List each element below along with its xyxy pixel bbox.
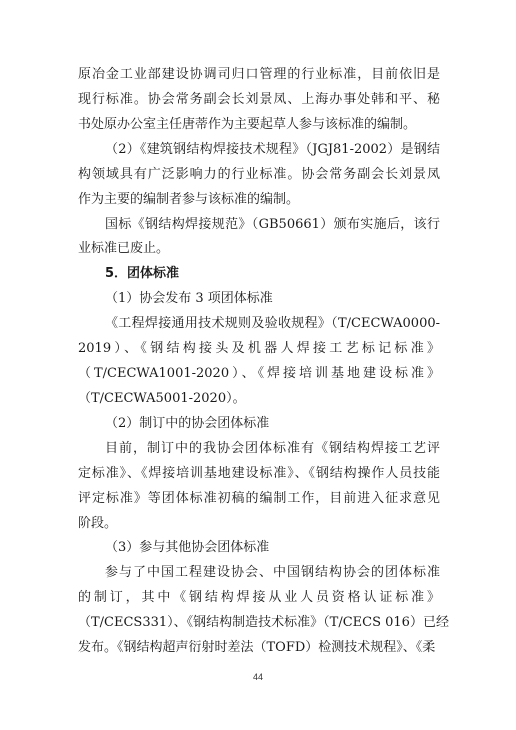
text-line: 作为主要的编制者参与该标准的编制。: [78, 191, 300, 207]
text-line: 参与了中国工程建设协会、中国钢结构协会的团体标准: [105, 565, 440, 581]
text-line: （T/CECWA1001-2020）、《焊接培训基地建设标准》: [78, 366, 440, 381]
text-line: 业标准已废止。: [78, 241, 170, 257]
text-line: 构领域具有广泛影响力的行业标准。协会常务副会长刘景凤: [78, 166, 440, 182]
text-line: （T/CECS331）、《钢结构制造技术标准》（T/CECS 016）已经: [78, 615, 449, 631]
text-line: 原冶金工业部建设协调司归口管理的行业标准，目前依旧是: [78, 67, 440, 82]
text-line: 现行标准。协会常务副会长刘景凤、上海办事处韩和平、秘: [78, 91, 440, 107]
subsection-heading: （2）制订中的协会团体标准: [105, 415, 270, 431]
text-line: （T/CECWA5001-2020）。: [78, 390, 246, 406]
text-line: 目前，制订中的我协会团体标准有《钢结构焊接工艺评: [105, 440, 440, 456]
text-line: 国标《钢结构焊接规范》（GB50661）颁布实施后，该行: [105, 216, 440, 232]
text-line: 阶段。: [78, 515, 118, 531]
text-line: 定标准》、《焊接培训基地建设标准》、《钢结构操作人员技能: [78, 465, 440, 481]
text-line: 2019）、《钢结构接头及机器人焊接工艺标记标准》: [78, 341, 440, 357]
subsection-heading: （3）参与其他协会团体标准: [105, 540, 270, 556]
page-number: 44: [252, 672, 263, 682]
text-line: （2）《建筑钢结构焊接技术规程》（JGJ81-2002）是钢结: [105, 141, 440, 157]
text-line: 书处原办公室主任唐蒂作为主要起草人参与该标准的编制。: [78, 116, 417, 132]
text-line: 的制订，其中《钢结构焊接从业人员资格认证标准》: [78, 590, 440, 606]
subsection-heading: （1）协会发布 3 项团体标准: [105, 291, 273, 307]
text-line: 《工程焊接通用技术规则及验收规程》（T/CECWA0000-: [105, 316, 440, 332]
section-heading: 5．团体标准: [105, 266, 180, 282]
text-line: 评定标准》等团体标准初稿的编制工作，目前进入征求意见: [78, 490, 440, 506]
text-line: 发布。《钢结构超声衍射时差法（TOFD）检测技术规程》、《柔: [78, 640, 436, 656]
